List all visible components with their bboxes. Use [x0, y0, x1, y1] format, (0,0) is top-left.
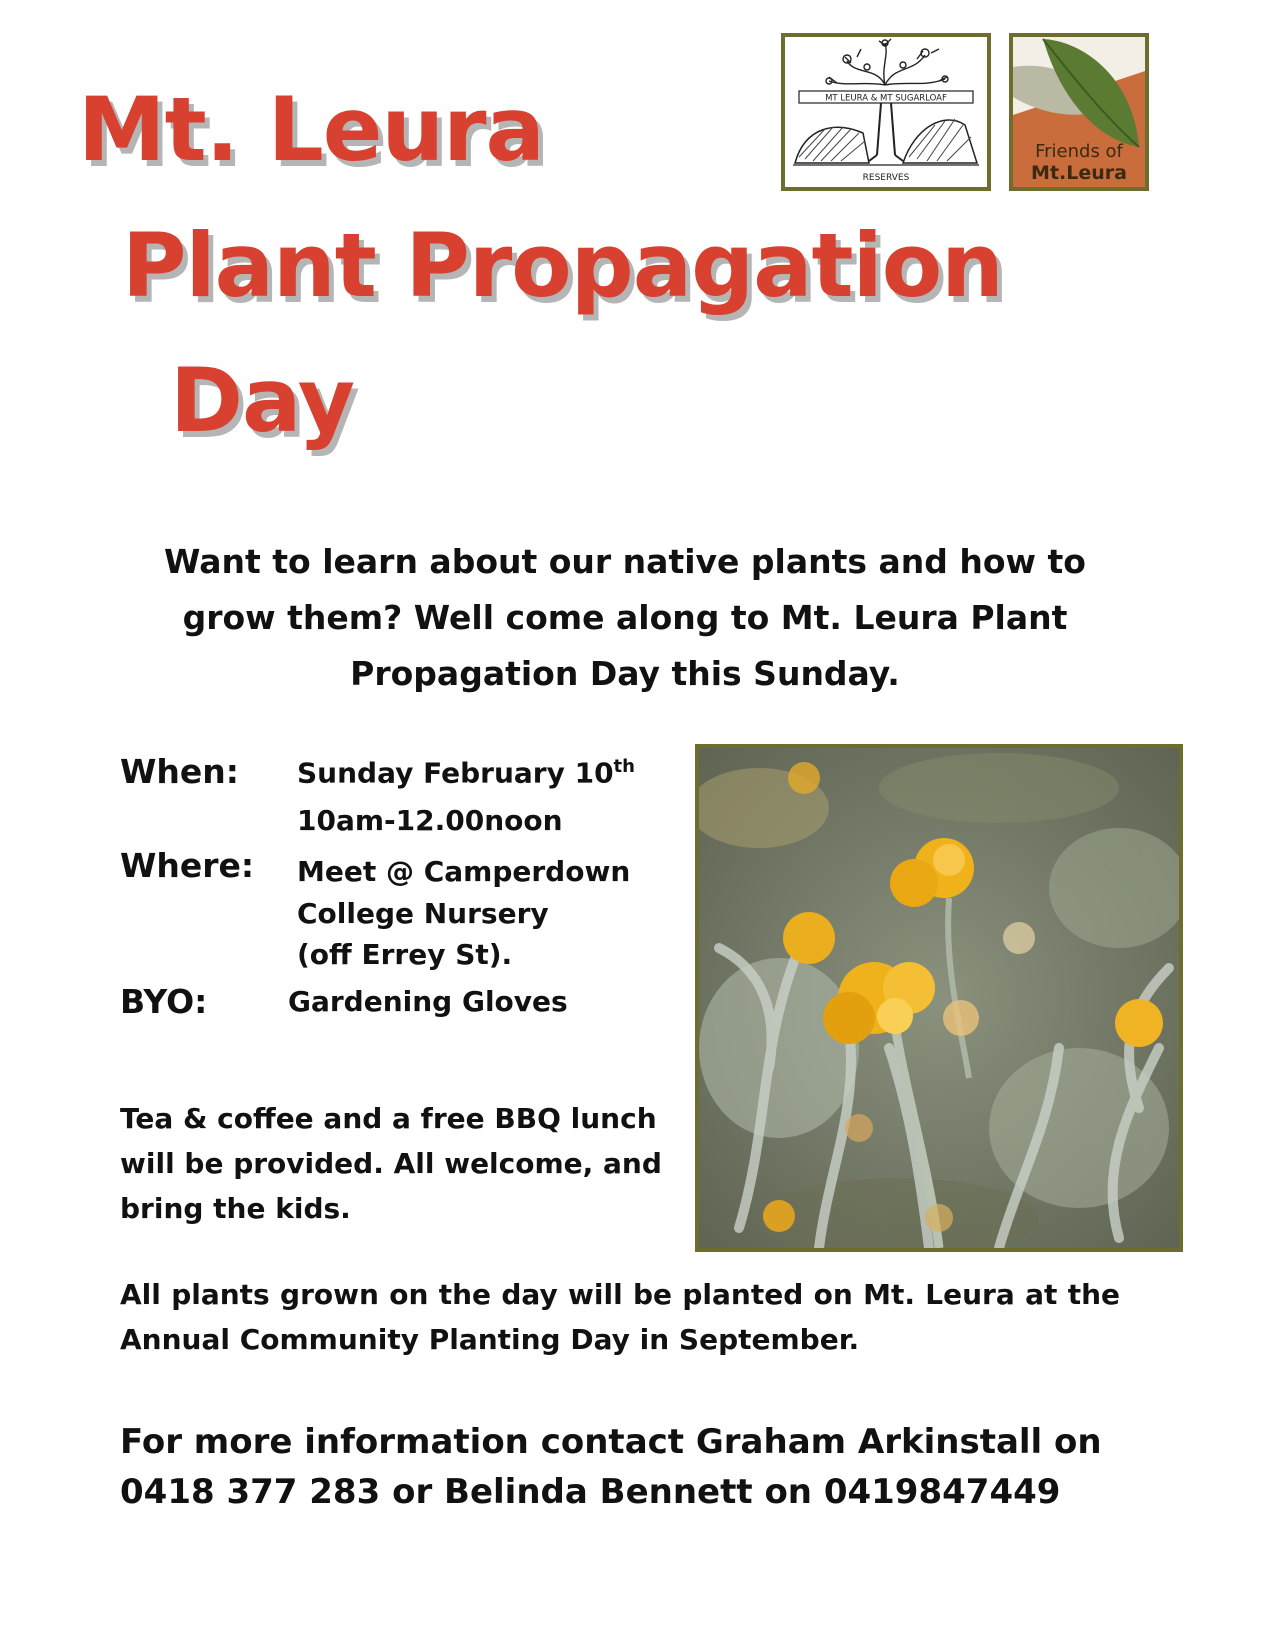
planting-line-2: Annual Community Planting Day in September.	[120, 1323, 860, 1356]
where-line-2: College Nursery	[297, 897, 549, 930]
title-line-2: Plant Propagation	[122, 214, 1003, 317]
byo-value: Gardening Gloves	[288, 985, 568, 1018]
leaf-icon	[1013, 37, 1145, 187]
title-line-3-wrap	[170, 349, 355, 452]
friends-logo-line-1: Friends of	[1035, 141, 1123, 162]
friends-logo-line-2: Mt.Leura	[1031, 162, 1127, 184]
when-time: 10am-12.00noon	[297, 804, 563, 837]
title-line-1-wrap	[78, 78, 544, 181]
byo-label: BYO:	[120, 982, 208, 1021]
contact-line-1: For more information contact Graham Arkinstall on	[120, 1422, 1102, 1462]
tree-hill-icon	[785, 37, 987, 187]
planting-line-1: All plants grown on the day will be planted on Mt. Leura at the	[120, 1278, 1120, 1311]
when-date-suffix: th	[613, 756, 635, 777]
contact-line-2: 0418 377 283 or Belinda Bennett on 0419847449	[120, 1472, 1061, 1512]
planting-paragraph	[120, 1272, 1120, 1362]
reserves-logo-top-text: MT LEURA & MT SUGARLOAF	[825, 93, 947, 104]
intro-line-1: Want to learn about our native plants and how to	[164, 542, 1086, 581]
where-line-3: (off Errey St).	[297, 938, 513, 971]
when-date	[297, 756, 635, 789]
reserves-logo-bottom-text: RESERVES	[862, 173, 910, 183]
refreshments-line-3: bring the kids.	[120, 1192, 351, 1225]
contact-paragraph	[120, 1417, 1102, 1517]
when-date-text: Sunday February 10	[297, 756, 614, 790]
intro-line-3: Propagation Day this Sunday.	[350, 654, 900, 693]
title-line-3: Day	[170, 349, 355, 452]
flower-photo	[695, 744, 1183, 1252]
reserves-logo	[781, 33, 991, 191]
when-label: When:	[120, 752, 239, 791]
refreshments-line-1: Tea & coffee and a free BBQ lunch	[120, 1102, 657, 1135]
where-line-1: Meet @ Camperdown	[297, 855, 631, 888]
where-label: Where:	[120, 846, 255, 885]
friends-logo	[1009, 33, 1149, 191]
title-line-2-wrap	[122, 214, 1003, 317]
intro-line-2: grow them? Well come along to Mt. Leura Plant	[182, 598, 1068, 637]
flower-image	[699, 748, 1179, 1248]
refreshments-paragraph	[120, 1096, 662, 1231]
refreshments-line-2: will be provided. All welcome, and	[120, 1147, 662, 1180]
intro-paragraph	[120, 534, 1130, 702]
title-line-1: Mt. Leura	[78, 78, 544, 181]
